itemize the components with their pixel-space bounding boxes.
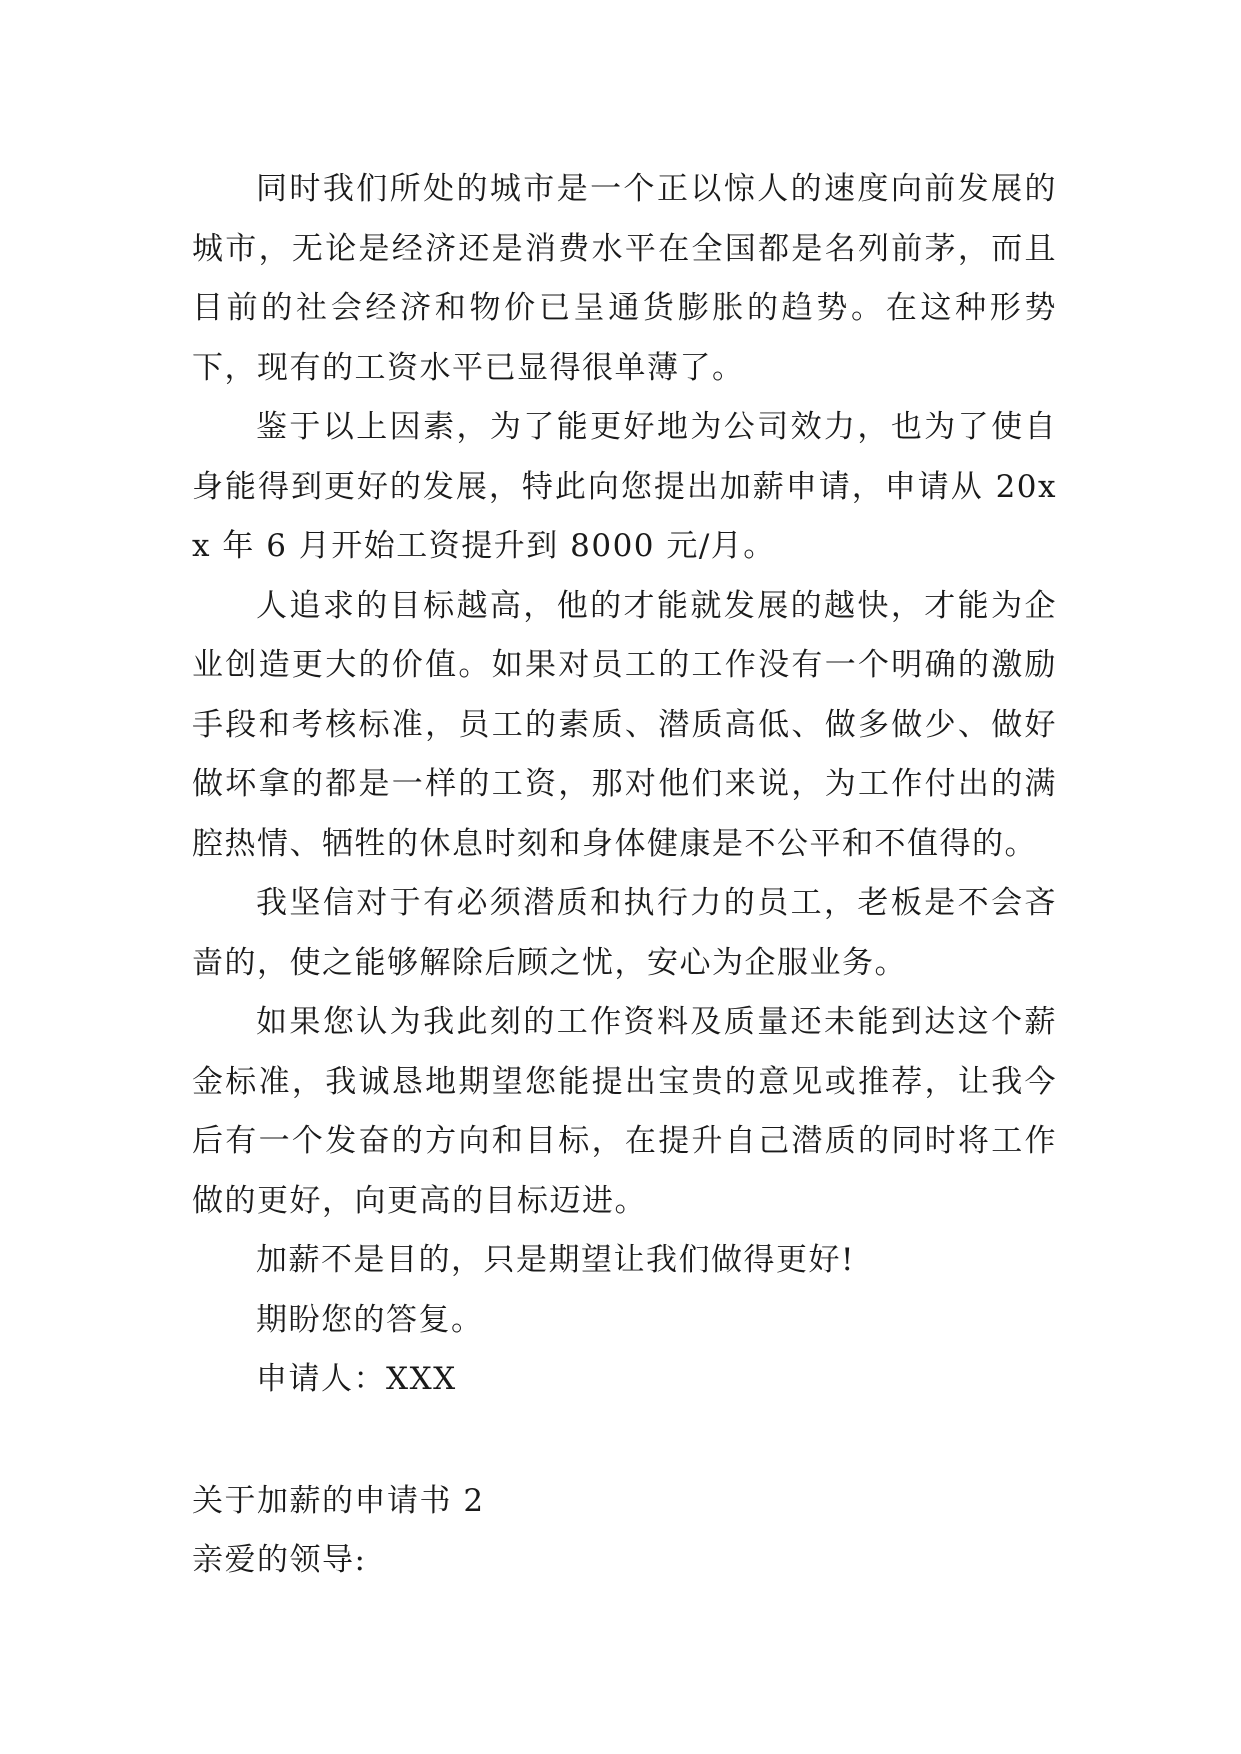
document-page	[192, 160, 1057, 1591]
next-section-title: 关于加薪的申请书 2	[192, 1482, 485, 1519]
closing-line-reply: 期盼您的答复。	[256, 1301, 484, 1338]
body-paragraph-1: 同时我们所处的城市是一个正以惊人的速度向前发展的城市，无论是经济还是消费水平在全国都是名列前茅，而且目前的社会经济和物价已呈通货膨胀的趋势。在这种形势下，现有的工资水平已显得很单薄了。	[192, 171, 1057, 386]
body-paragraph-3: 人追求的目标越高，他的才能就发展的越快，才能为企业创造更大的价值。如果对员工的工作没有一个明确的激励手段和考核标准，员工的素质、潜质高低、做多做少、做好做坏拿的都是一样的工资，那对他们来说，为工作付出的满腔热情、牺牲的休息时刻和身体健康是不公平和不值得的。	[192, 587, 1057, 862]
body-paragraph-5: 如果您认为我此刻的工作资料及质量还未能到达这个薪金标准，我诚恳地期望您能提出宝贵的意见或推荐，让我今后有一个发奋的方向和目标，在提升自己潜质的同时将工作做的更好，向更高的目标迈进。	[192, 1004, 1057, 1219]
body-paragraph-4: 我坚信对于有必须潜质和执行力的员工，老板是不会吝啬的，使之能够解除后顾之忧，安心为企服业务。	[192, 885, 1057, 981]
body-paragraph-2: 鉴于以上因素，为了能更好地为公司效力，也为了使自身能得到更好的发展，特此向您提出加薪申请，申请从 20xx 年 6 月开始工资提升到 8000 元/月。	[192, 409, 1057, 564]
closing-line-goal: 加薪不是目的，只是期望让我们做得更好!	[256, 1242, 855, 1278]
section-spacer	[192, 1410, 1057, 1472]
applicant-signature: 申请人：XXX	[256, 1361, 457, 1397]
salutation: 亲爱的领导:	[192, 1542, 367, 1578]
